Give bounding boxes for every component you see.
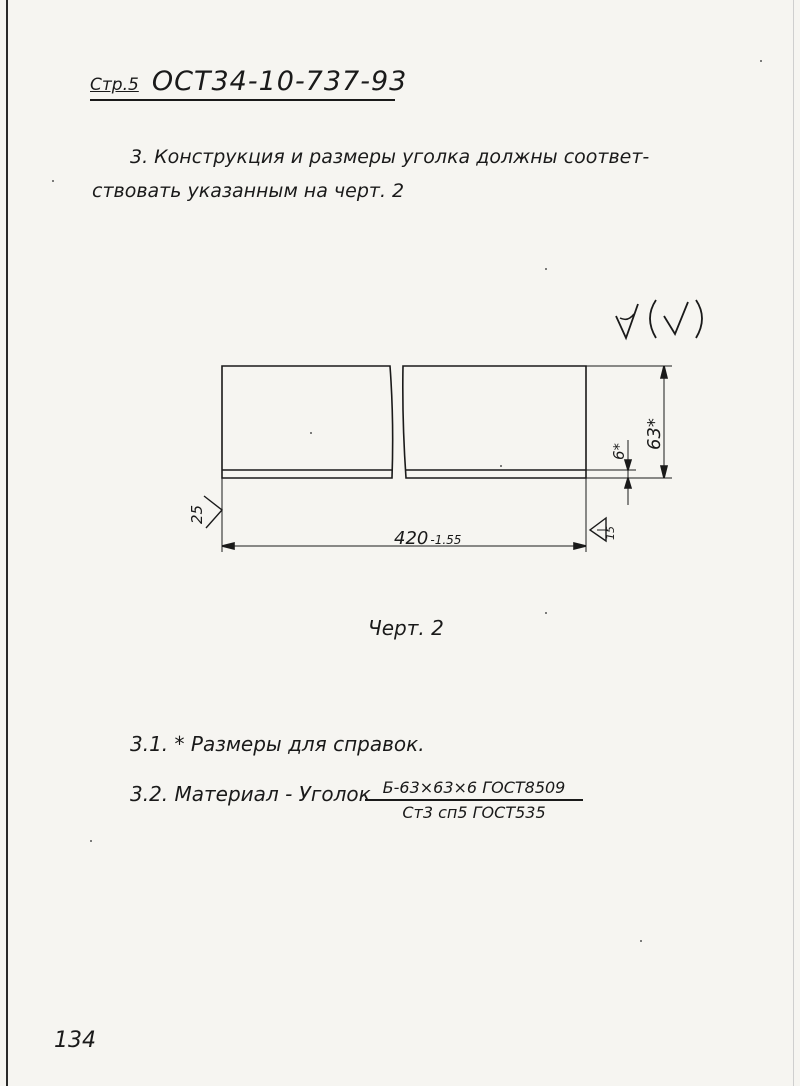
- thickness-dimension-label: 6*: [610, 442, 628, 460]
- right-bevel-label: 15: [604, 526, 617, 540]
- angle-left-part: [222, 366, 393, 478]
- document-code: ОСТ34-10-737-93: [151, 66, 408, 97]
- section-3-line-2: ствовать указанным на черт. 2: [92, 180, 405, 202]
- scan-speck: [640, 940, 642, 942]
- scan-speck: [760, 60, 762, 62]
- left-bevel-mark: [204, 496, 222, 528]
- angle-right-part: [403, 366, 586, 478]
- page-number: 134: [54, 1028, 96, 1053]
- page-reference: Стр.5: [90, 75, 139, 95]
- scan-speck: [52, 180, 54, 182]
- scan-speck: [500, 465, 502, 467]
- scan-speck: [545, 612, 547, 614]
- scan-speck: [310, 432, 312, 434]
- length-dimension-label: 420 -1.55: [394, 528, 462, 549]
- material-fraction: [365, 778, 583, 822]
- material-numerator: Б-63×63×6 ГОСТ8509: [365, 778, 583, 801]
- left-bevel-label: 25: [188, 504, 206, 524]
- material-denominator: Ст3 сп5 ГОСТ535: [402, 803, 546, 822]
- note-3-1: 3.1. * Размеры для справок.: [130, 732, 425, 756]
- drawing-caption: Черт. 2: [368, 616, 444, 640]
- scan-speck: [545, 268, 547, 270]
- note-3-2-label: 3.2. Материал - Уголок: [130, 782, 371, 806]
- scan-speck: [90, 840, 92, 842]
- roughness-check-icon: [616, 304, 638, 338]
- height-dimension-label: 63*: [644, 418, 665, 450]
- section-3-line-1: 3. Конструкция и размеры уголка должны соответ-: [130, 146, 650, 168]
